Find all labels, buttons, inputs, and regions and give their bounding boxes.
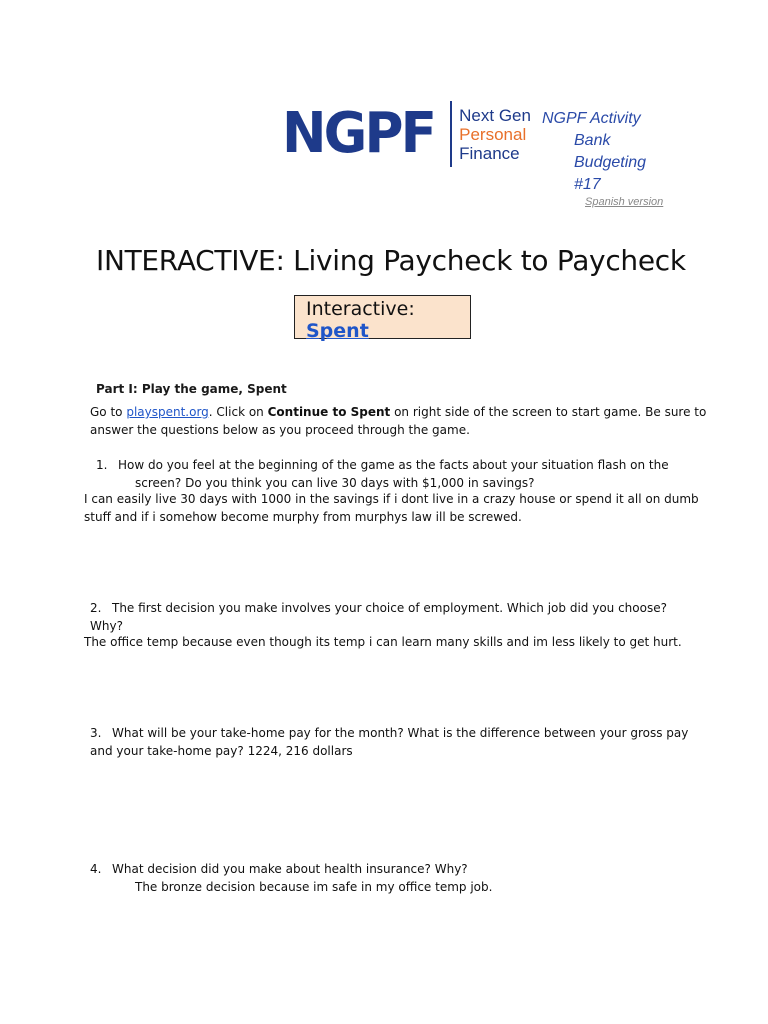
activity-line-1: NGPF Activity: [542, 110, 641, 127]
question-number: 1.: [96, 458, 108, 472]
interactive-box: [294, 295, 471, 342]
answer-1[interactable]: I can easily live 30 days with 1000 in the savings if i dont live in a crazy house or spend it all on dumb stuff and if i somehow become murphy from murphys law ill be screwed.: [84, 492, 699, 524]
intro-go-to: Go to: [90, 405, 127, 419]
page-title: INTERACTIVE: Living Paycheck to Paycheck: [96, 244, 686, 277]
logo-mark: NGPF: [282, 101, 435, 166]
logo-wordmark: [459, 106, 531, 163]
question-number: 2.: [90, 601, 102, 615]
activity-label: [542, 108, 646, 196]
logo-word-finance: Finance: [459, 143, 520, 163]
question-number: 3.: [90, 726, 102, 740]
intro-rest: on right side of the screen to start game. Be sure to answer the questions below as you proceed through the game.: [90, 405, 707, 437]
question-4-text: What decision did you make about health insurance? Why?: [112, 862, 468, 876]
part-heading: Part I: Play the game, Spent: [96, 382, 287, 396]
question-2-text: The first decision you make involves your choice of employment. Which job did you choose? Why?: [90, 601, 667, 633]
logo-word-next-gen: Next Gen: [459, 105, 531, 125]
question-3-text: What will be your take-home pay for the month? What is the difference between your gross pay and your take-home pay? 1224, 216 dollars: [90, 726, 689, 758]
activity-line-4: #17: [574, 176, 601, 193]
ngpf-logo: [282, 100, 531, 168]
logo-divider: [450, 101, 452, 167]
interactive-box-text: [306, 298, 470, 342]
playspent-link[interactable]: playspent.org: [126, 405, 209, 419]
question-3: [90, 724, 690, 760]
activity-line-3: Budgeting: [574, 154, 647, 171]
spanish-version-link[interactable]: Spanish version: [585, 196, 664, 208]
intro-bold: Continue to Spent: [267, 405, 391, 419]
interactive-label: Interactive:: [306, 298, 415, 320]
question-2: [90, 599, 690, 635]
answer-4[interactable]: The bronze decision because im safe in my office temp job.: [135, 880, 493, 894]
question-1-line-1: [96, 456, 669, 474]
intro-paragraph: [90, 403, 710, 439]
answer-2[interactable]: The office temp because even though its temp i can learn many skills and im less likely to get hurt.: [84, 635, 682, 649]
question-4: [90, 860, 468, 878]
question-1-text-1: How do you feel at the beginning of the game as the facts about your situation flash on the: [118, 458, 669, 472]
intro-click: . Click on: [208, 405, 268, 419]
spent-link[interactable]: Spent: [306, 320, 369, 342]
question-number: 4.: [90, 862, 102, 876]
logo-word-personal: Personal: [459, 124, 527, 144]
question-1-line-2: screen? Do you think you can live 30 days with $1,000 in savings?: [135, 476, 535, 490]
activity-line-2: Bank: [574, 132, 611, 149]
